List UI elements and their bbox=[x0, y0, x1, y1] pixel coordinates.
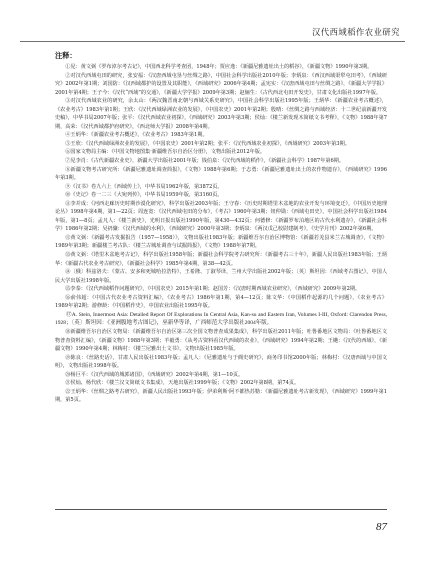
note-17: ⑰A. Stein, Innermost Asia: Detailed Report Of Explorations In Central Asia, Kan-su and Eastern Iran, Volumes I-III, Oxford: Clarendon Press, 1928；〔英〕斯坦因：《亚洲腹地考古图记》，巫新华等译，广西师范大学出版社2004年版。 bbox=[55, 311, 387, 327]
note-18: ⑱新疆维吾尔自治区文物局：《新疆维吾尔自治区第三次全国文物普查成果集成》，科学出版社2011年版；吐鲁番地区文物局：《吐鲁番地区文物普查资料汇编》，《新疆文物》1988年第3期；羊毅勇：《从考古资料看汉代西域的农业》，《西域研究》1994年第2期；王樾：《汉代的西域》，《新疆文物》1990年第4期；林梅村：《楼兰尼雅出土文书》，文物出版社1985年版。 bbox=[55, 328, 387, 353]
note-20: ⑳杨巨平：《汉代西域的城郭诸国》，《西域研究》2002年第4期，第1—10页。 bbox=[65, 371, 244, 378]
footer-divider bbox=[55, 509, 387, 510]
note-8: ⑧新疆文物考古研究所：《新疆尼雅遗址调查简报》，《文物》1988年第6期；于志勇：《新疆尼雅遗址出土的农作物遗存》，《西域研究》1996年第3期。 bbox=[55, 166, 387, 182]
note-13: ⑬黄文弼：《塔里木盆地考古记》，科学出版社1958年版；新疆社会科学院考古研究所：《新疆考古三十年》，新疆人民出版社1983年版；王炳华：《新疆古代农业考古研究》，《新疆社会科学》1985年第4期，第38—42页。 bbox=[55, 252, 387, 267]
note-12: ⑫黄文弼：《新疆考古发掘报告（1957—1958）》，文物出版社1983年版；新疆维吾尔自治区博物馆：《新疆若羌县米兰古城调查》，《文物》1989年第3期；新疆楼兰考古队：《楼兰古城址调查与试掘简报》，《文物》1988年第7期。 bbox=[55, 234, 387, 250]
note-7: ⑦见李肖：《古代新疆农业史》，新疆大学出版社2001年版；钱伯泉：《汉代西域的稻作》，《新疆社会科学》1987年第6期。 bbox=[65, 158, 345, 165]
page-number: 87 bbox=[376, 521, 387, 533]
notes-section bbox=[55, 51, 387, 405]
note-14: ⑭〔俄〕科兹洛夫：《蒙古、安多和死城哈拉浩特》，王希隆、丁淑琴译，兰州大学出版社2002年版；〔英〕斯坦因：《西域考古图记》，中国人民大学出版社1998年版。 bbox=[55, 269, 387, 284]
note-16: ⑯俞伟超：《中国古代农业考古资料汇编》，《农业考古》1986年第1期，第4—12页；陈文华：《中国稻作起源的几个问题》，《农业考古》1989年第2期；游修龄：《中国稻作史》，中国农业出版社1995年版。 bbox=[55, 294, 387, 310]
note-11: ⑪李并成：《河西走廊历史时期沙漠化研究》，科学出版社2003年版；王守春：《历史时期塔里木盆地的农业开发与环境变迁》，《中国历史地理论丛》1998年第4期，第1—22页；周连宽：《汉代西域屯田的分布》，《考古》1960年第3期；钮仲勋：《西域屯田史》，中国社会科学出版社1984年版，第1—8页；孟凡人：《楼兰新史》，光明日报出版社1990年版，第430—432页；何德修：《新疆罗布泊地区的古代水利遗存》，《新疆社会科学》1986年第2期；吴礽骧：《汉代西域的水利》，《西域研究》2000年第3期；李炳泉：《两汉戊己校尉建制考》，《史学月刊》2002年第6期。 bbox=[55, 200, 387, 233]
notes-heading: 注释： bbox=[55, 51, 77, 60]
note-4: ④王炳华：《新疆农业考古概述》，《农业考古》1983年第1期。 bbox=[65, 132, 208, 139]
note-15: ⑮李泰：《汉代西域稻作问题研究》，《中国农史》2015年第1期；赵国芳：《汉唐时期西域农业研究》，《西域研究》2009年第2期。 bbox=[65, 286, 361, 293]
running-header-title: 汉代西域稻作农业研究 bbox=[312, 27, 400, 37]
note-10: ⑩《史记》卷一二三《大宛列传》，中华书局1959年版，第3160页。 bbox=[65, 192, 223, 199]
note-21: ㉑侯灿、杨代欣：《楼兰汉文简纸文书集成》，天地出版社1999年版；《文物》2002年第8期，第74页。 bbox=[65, 380, 300, 387]
header-divider bbox=[20, 41, 405, 42]
note-22: ㉒王炳华：《丝绸之路考古研究》，新疆人民出版社1993年版；伊弟利斯·阿不都热苏勒：《新疆尼雅遗址考古新发现》，《西域研究》1999年第1期，第5页。 bbox=[55, 388, 387, 404]
note-19: ⑲陈良：《丝路史话》，甘肃人民出版社1983年版；孟凡人：《尼雅遗址与于阗史研究》，商务印书馆2000年版；林梅村：《汉唐西域与中国文明》，文物出版社1998年版。 bbox=[55, 354, 387, 370]
note-5: ⑤王欣：《汉代西域绿洲农业的发展》，《中国农史》2001年第2期；张平：《汉代西域农业初探》，《西域研究》2003年第3期。 bbox=[65, 140, 350, 147]
note-3: ③对汉代西域农业的研究，余太山：《两汉魏晋南北朝与西域关系史研究》，中国社会科学出版社1995年版；王炳华：《新疆农业考古概述》，《农业考古》1983年第1期；王欣：《汉代西域绿洲农业的发展》，《中国农史》2001年第2期；殷晴：《丝绸之路与西域经济：十二世纪前新疆开发史稿》，中华书局2007年版；张平：《汉代西域农业初探》，《西域研究》2003年第3期；侯灿：《楼兰新发现木简纸文书考释》，《文物》1988年第7期，高荣：《汉代西域都护府研究》，《西北师大学报》2008年第4期。 bbox=[55, 98, 387, 130]
note-2: ②对汉代西域屯田的研究，张安福：《汉唐西域屯垦与丝绸之路》，中国社会科学出版社2010年版；李炳泉：《西汉西域渠犁屯田考》，《西域研究》2002年第1期；刘国防：《汉西域都护的设置及其职能》，《西域研究》2006年第4期；孟宪实：《汉唐西域屯田与丝绸之路》，《新疆大学学报》2001年第4期；王子今：《汉代“西域”的交通》，《新疆大学学报》2009年第3期；赵俪生：《古代西北屯田开发史》，甘肃文化出版社1997年版。 bbox=[55, 72, 387, 96]
note-6: ⑥国家文物局主编：《中国文物地图集·新疆维吾尔自治区分册》，文物出版社2012年版。 bbox=[65, 149, 266, 156]
note-1: ①见：黄文弼《罗布淖尔考古记》，中国西北科学考查团，1948年；贾应逸：《新疆尼雅遗址出土的稻谷》，《新疆文物》1990年第3期。 bbox=[65, 64, 373, 70]
note-9: ⑨《汉书》卷九六上《西域传上》，中华书局1962年版，第3872页。 bbox=[65, 183, 223, 190]
